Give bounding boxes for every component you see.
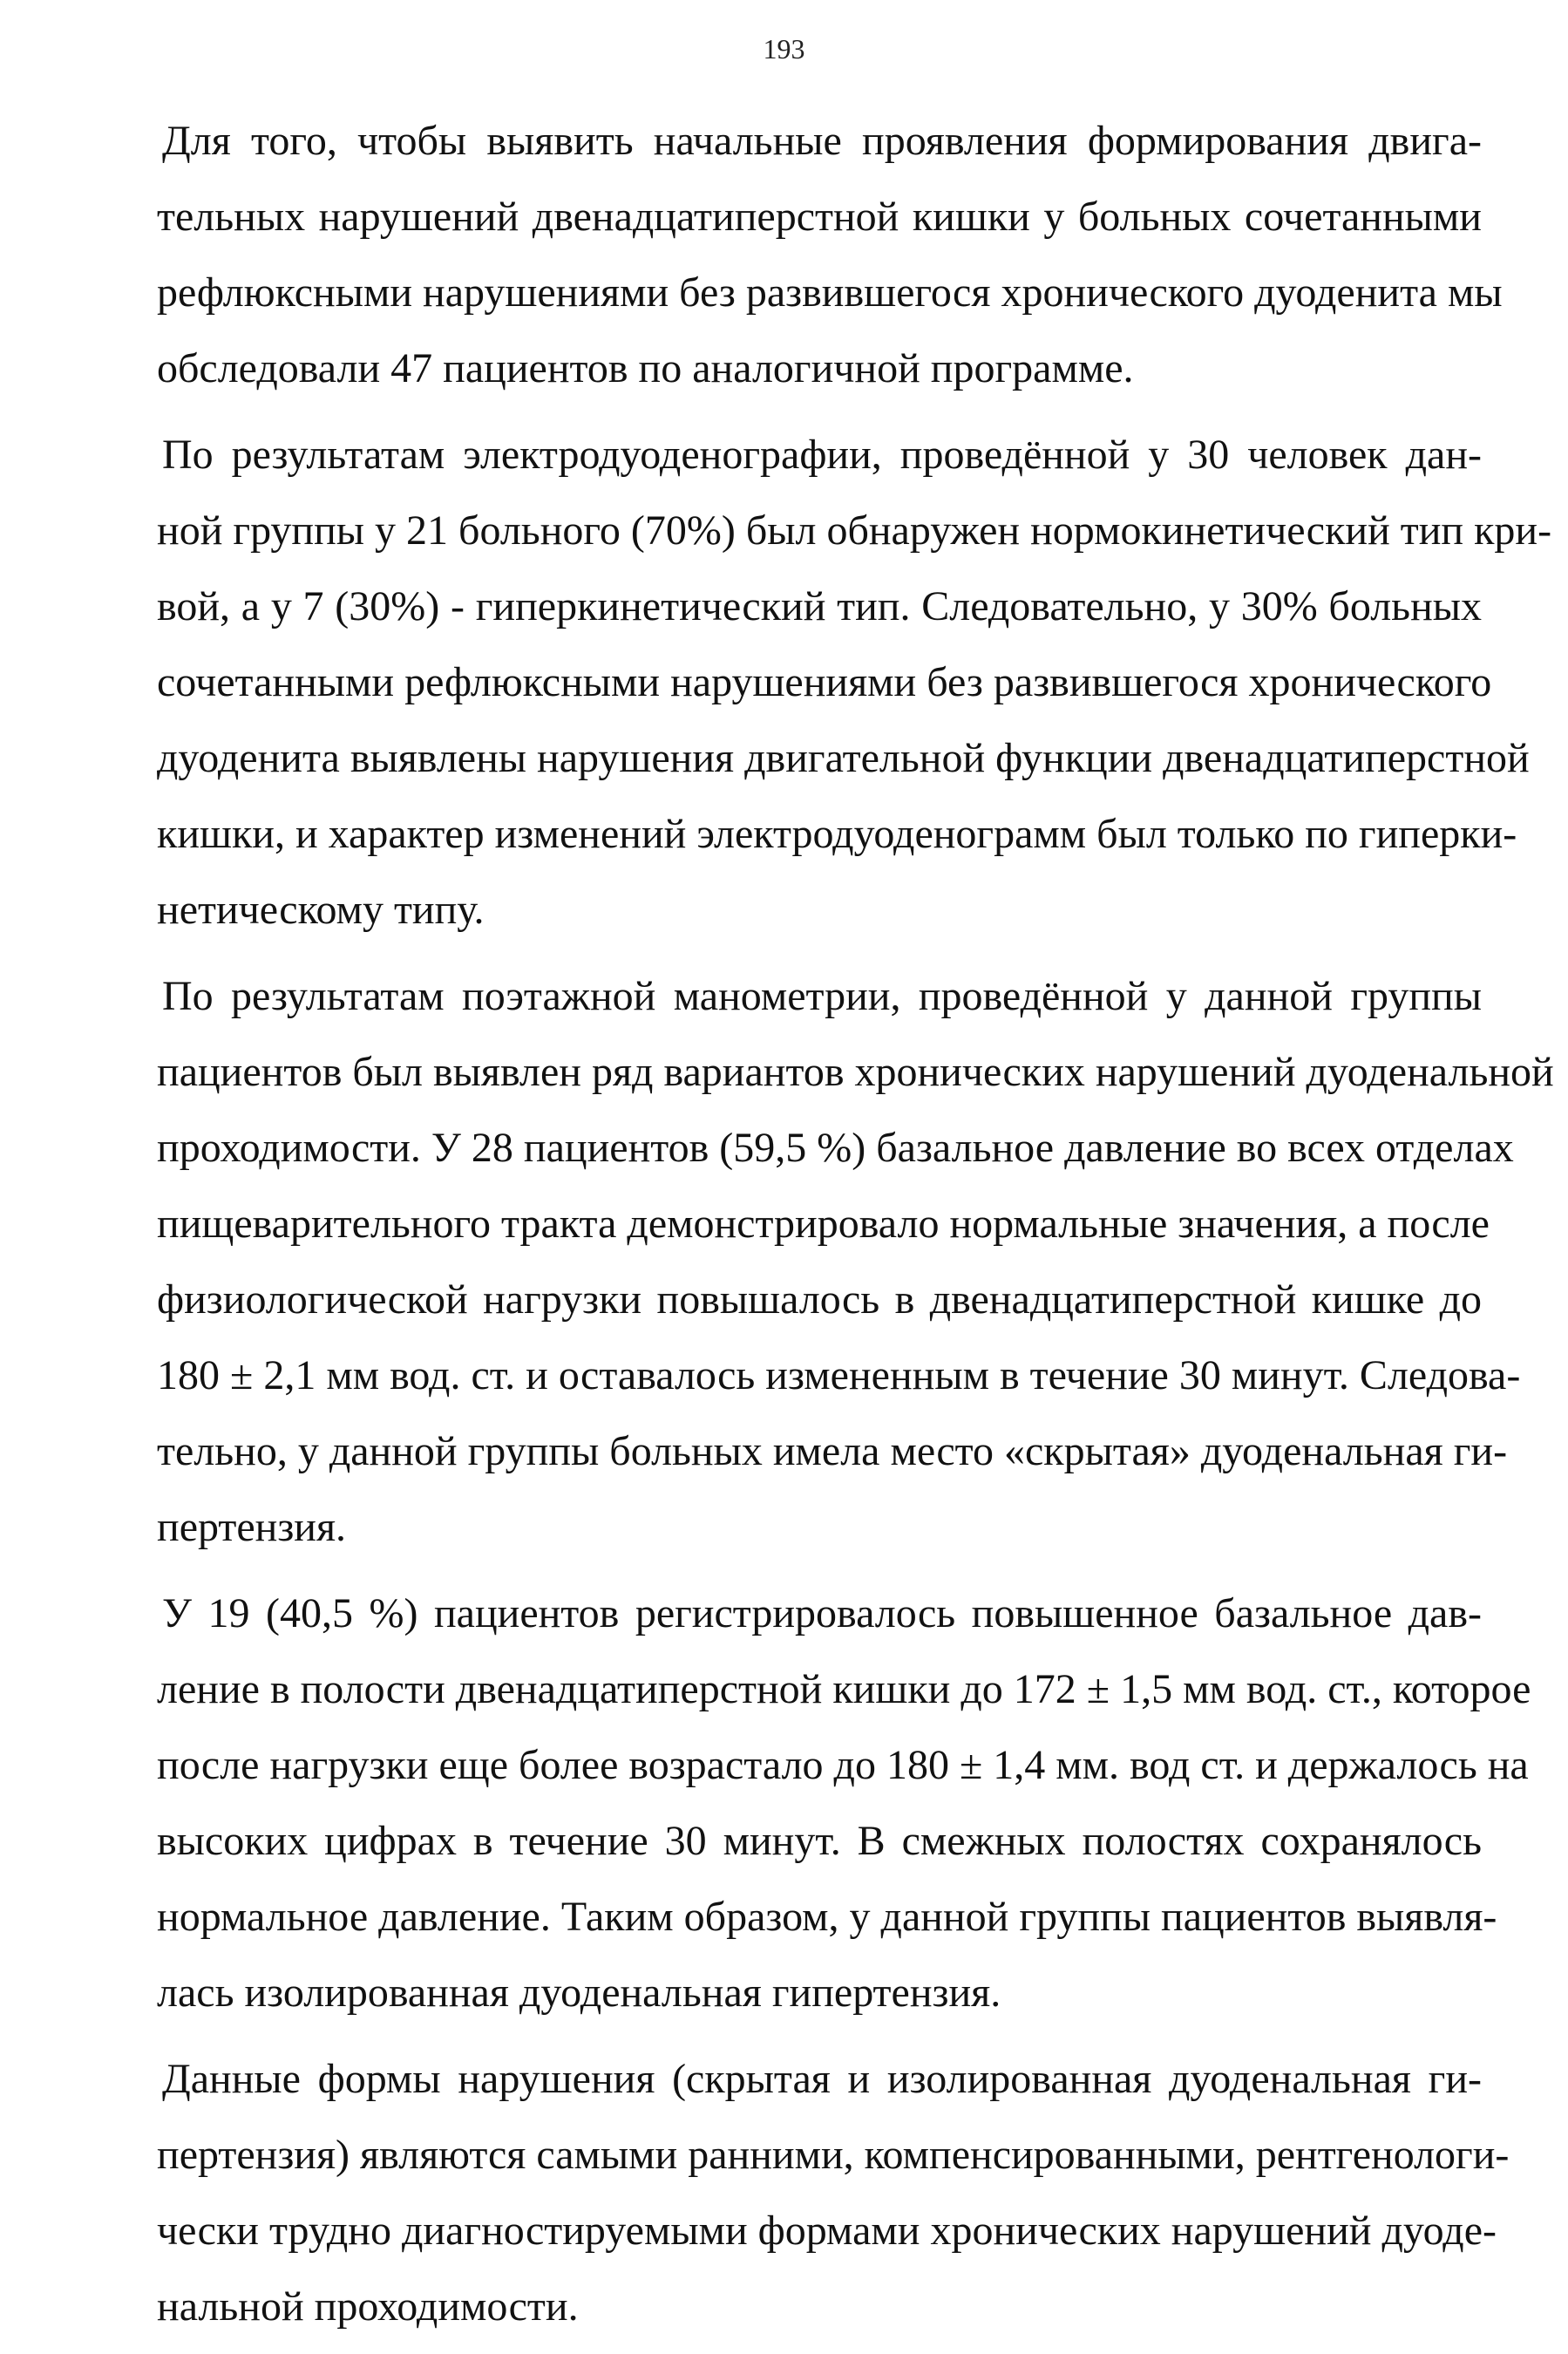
text-line: высоких цифрах в течение 30 минут. В смежных полостях сохранялось <box>157 1818 1482 1864</box>
text-line: ной группы у 21 больного (70%) был обнаружен нормокинетический тип кри- <box>157 507 1552 554</box>
text-line: вой, а у 7 (30%) - гиперкинетический тип. Следовательно, у 30% больных <box>157 583 1482 629</box>
paragraph-3 <box>157 958 1554 1565</box>
paragraph-4 <box>157 1575 1531 2031</box>
text-line: тельно, у данной группы больных имела место «скрытая» дуоденальная ги- <box>157 1428 1508 1474</box>
text-line: нетическому типу. <box>157 887 485 933</box>
text-line: лась изолированная дуоденальная гипертензия. <box>157 1970 1001 2016</box>
body-text <box>157 103 1554 2344</box>
text-line: после нагрузки еще более возрастало до 180 ± 1,4 мм. вод ст. и держалось на <box>157 1742 1529 1788</box>
paragraph-1 <box>157 103 1503 406</box>
text-line: По результатам поэтажной манометрии, проведённой у данной группы <box>162 973 1482 1019</box>
text-line: кишки, и характер изменений электродуоденограмм был только по гиперки- <box>157 811 1517 857</box>
text-line: пертензия. <box>157 1504 347 1550</box>
text-line: 180 ± 2,1 мм вод. ст. и оставалось измененным в течение 30 минут. Следова- <box>157 1352 1521 1398</box>
text-line: Данные формы нарушения (скрытая и изолированная дуоденальная ги- <box>162 2056 1482 2102</box>
text-line: Для того, чтобы выявить начальные проявления формирования двига- <box>162 118 1482 164</box>
text-line: У 19 (40,5 %) пациентов регистрировалось повышенное базальное дав- <box>162 1590 1482 1636</box>
text-line: чески трудно диагностируемыми формами хронических нарушений дуоде- <box>157 2208 1497 2254</box>
paragraph-5 <box>157 2041 1510 2344</box>
text-line: дуоденита выявлены нарушения двигательной функции двенадцатиперстной <box>157 735 1530 781</box>
text-line: проходимости. У 28 пациентов (59,5 %) базальное давление во всех отделах <box>157 1125 1514 1171</box>
text-line: нормальное давление. Таким образом, у данной группы пациентов выявля- <box>157 1894 1497 1940</box>
text-line: физиологической нагрузки повышалось в двенадцатиперстной кишке до <box>157 1276 1482 1323</box>
text-line: пищеварительного тракта демонстрировало нормальные значения, а после <box>157 1201 1490 1247</box>
text-line: пертензия) являются самыми ранними, компенсированными, рентгенологи- <box>157 2132 1510 2178</box>
text-line: обследовали 47 пациентов по аналогичной программе. <box>157 345 1134 391</box>
text-line: По результатам электродуоденографии, проведённой у 30 человек дан- <box>162 432 1482 478</box>
text-line: пациентов был выявлен ряд вариантов хронических нарушений дуоденальной <box>157 1049 1554 1095</box>
text-line: сочетанными рефлюксными нарушениями без развившегося хронического <box>157 659 1492 705</box>
paragraph-2 <box>157 417 1552 948</box>
text-line: тельных нарушений двенадцатиперстной кишки у больных сочетанными <box>157 194 1482 240</box>
text-line: ление в полости двенадцатиперстной кишки до 172 ± 1,5 мм вод. ст., которое <box>157 1666 1531 1712</box>
page-number: 193 <box>763 33 805 65</box>
text-line: нальной проходимости. <box>157 2283 579 2330</box>
text-line: рефлюксными нарушениями без развившегося хронического дуоденита мы <box>157 269 1503 316</box>
